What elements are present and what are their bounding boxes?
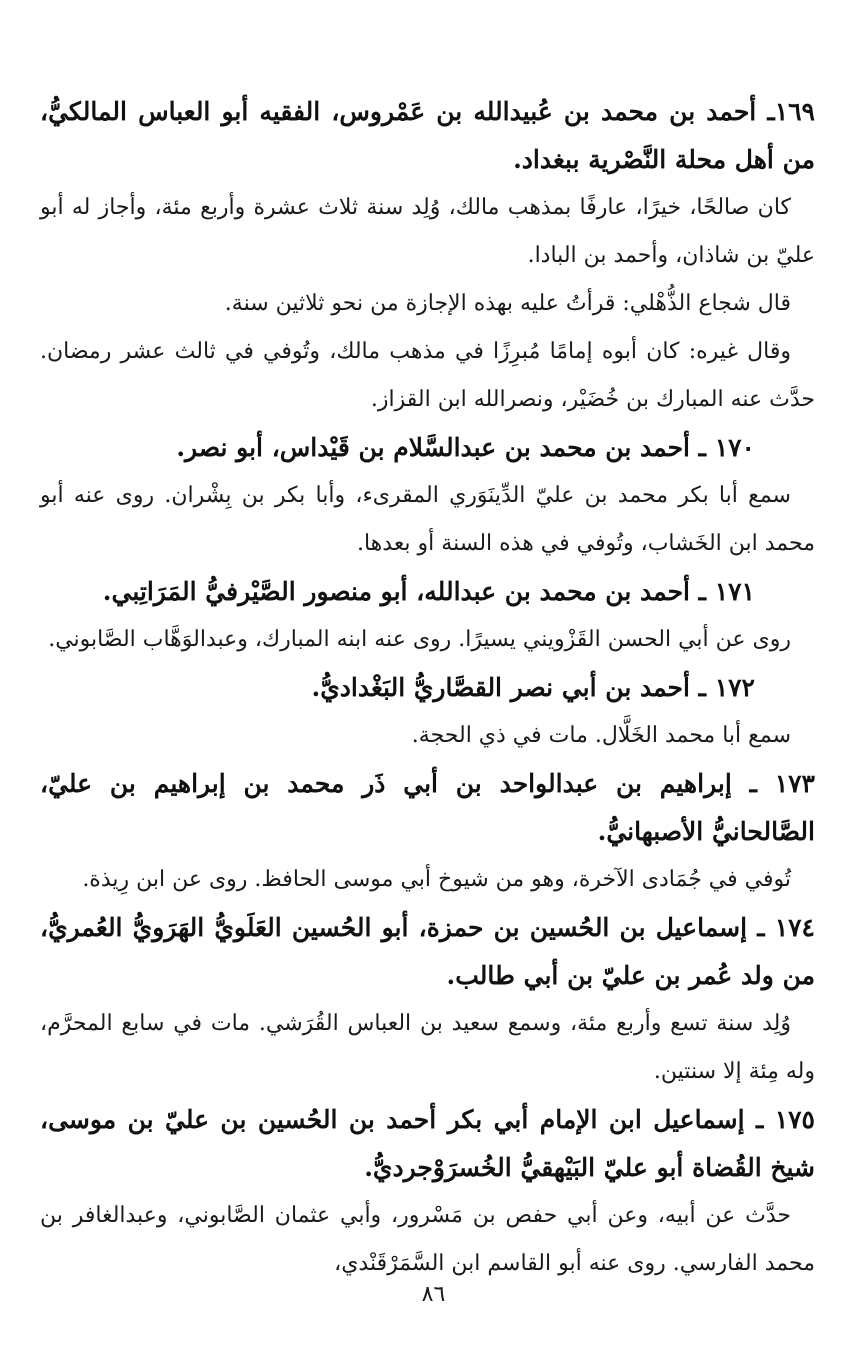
- entry-paragraph: حدَّث عن أبيه، وعن أبي حفص بن مَسْرور، وأبي عثمان الصَّابوني، وعبدالغافر بن محمد الفارسي. روى عنه أبو القاسم ابن السَّمَرْقَنْدي،: [40, 1203, 815, 1276]
- biography-entry-173: [40, 760, 815, 904]
- biography-entry-171: [40, 568, 815, 664]
- entry-heading: ١٧٥ ـ إسماعيل ابن الإمام أبي بكر أحمد بن الحُسين بن عليّ بن موسى، شيخ القُضاة أبو عليّ البَيْهقيُّ الخُسرَوْجرديُّ.: [40, 1105, 815, 1182]
- entry-heading: ١٧٢ ـ أحمد بن أبي نصر القصَّاريُّ البَغْداديُّ.: [311, 673, 755, 702]
- entry-heading: ١٧١ ـ أحمد بن محمد بن عبدالله، أبو منصور الصَّيْرفيُّ المَرَاتِبي.: [102, 577, 755, 606]
- page-number: ٨٦: [421, 1282, 446, 1307]
- entry-paragraph: تُوفي في جُمَادى الآخرة، وهو من شيوخ أبي موسى الحافظ. روى عن ابن رِيذة.: [82, 867, 791, 892]
- entry-paragraph: وُلِد سنة تسع وأربع مئة، وسمع سعيد بن العباس القُرَشي. مات في سابع المحرَّم، وله مِئة إلا سنتين.: [40, 1011, 815, 1084]
- entry-paragraph: وقال غيره: كان أبوه إمامًا مُبرِزًا في مذهب مالك، وتُوفي في ثالث عشر رمضان. حدَّث عنه المبارك بن خُضَيْر، ونصرالله ابن القزاز.: [40, 339, 815, 412]
- biography-entry-169: [40, 88, 815, 424]
- entry-paragraph: سمع أبا محمد الخَلَّال. مات في ذي الحجة.: [411, 723, 791, 748]
- entry-heading: ١٦٩ـ أحمد بن محمد بن عُبيدالله بن عَمْروس، الفقيه أبو العباس المالكيُّ، من أهل محلة النَّصْرية ببغداد.: [40, 97, 815, 174]
- entry-heading: ١٧٣ ـ إبراهيم بن عبدالواحد بن أبي ذَر محمد بن إبراهيم بن عليّ، الصَّالحانيُّ الأصبهانيُّ.: [40, 769, 815, 846]
- entry-paragraph: قال شجاع الذُّهْلي: قرأتُ عليه بهذه الإجازة من نحو ثلاثين سنة.: [224, 291, 791, 316]
- entry-paragraph: روى عن أبي الحسن القَزْويني يسيرًا. روى عنه ابنه المبارك، وعبدالوَهَّاب الصَّابوني.: [48, 627, 791, 652]
- entry-heading: ١٧٤ ـ إسماعيل بن الحُسين بن حمزة، أبو الحُسين العَلَويُّ الهَرَويُّ العُمريُّ، من ولد عُمر بن عليّ بن أبي طالب.: [40, 913, 815, 990]
- biography-entry-172: [40, 664, 815, 760]
- entry-heading: ١٧٠ ـ أحمد بن محمد بن عبدالسَّلام بن قَيْداس، أبو نصر.: [176, 433, 755, 462]
- entry-paragraph: سمع أبا بكر محمد بن عليّ الدِّينَوَري المقرىء، وأبا بكر بن بِشْران. روى عنه أبو محمد ابن الخَشاب، وتُوفي في هذه السنة أو بعدها.: [40, 483, 815, 556]
- biography-entry-170: [40, 424, 815, 568]
- biography-entry-174: [40, 904, 815, 1096]
- biography-entry-175: [40, 1096, 815, 1288]
- entry-paragraph: كان صالحًا، خيرًا، عارفًا بمذهب مالك، وُلِد سنة ثلاث عشرة وأربع مئة، وأجاز له أبو عليّ بن شاذان، وأحمد بن البادا.: [40, 195, 815, 268]
